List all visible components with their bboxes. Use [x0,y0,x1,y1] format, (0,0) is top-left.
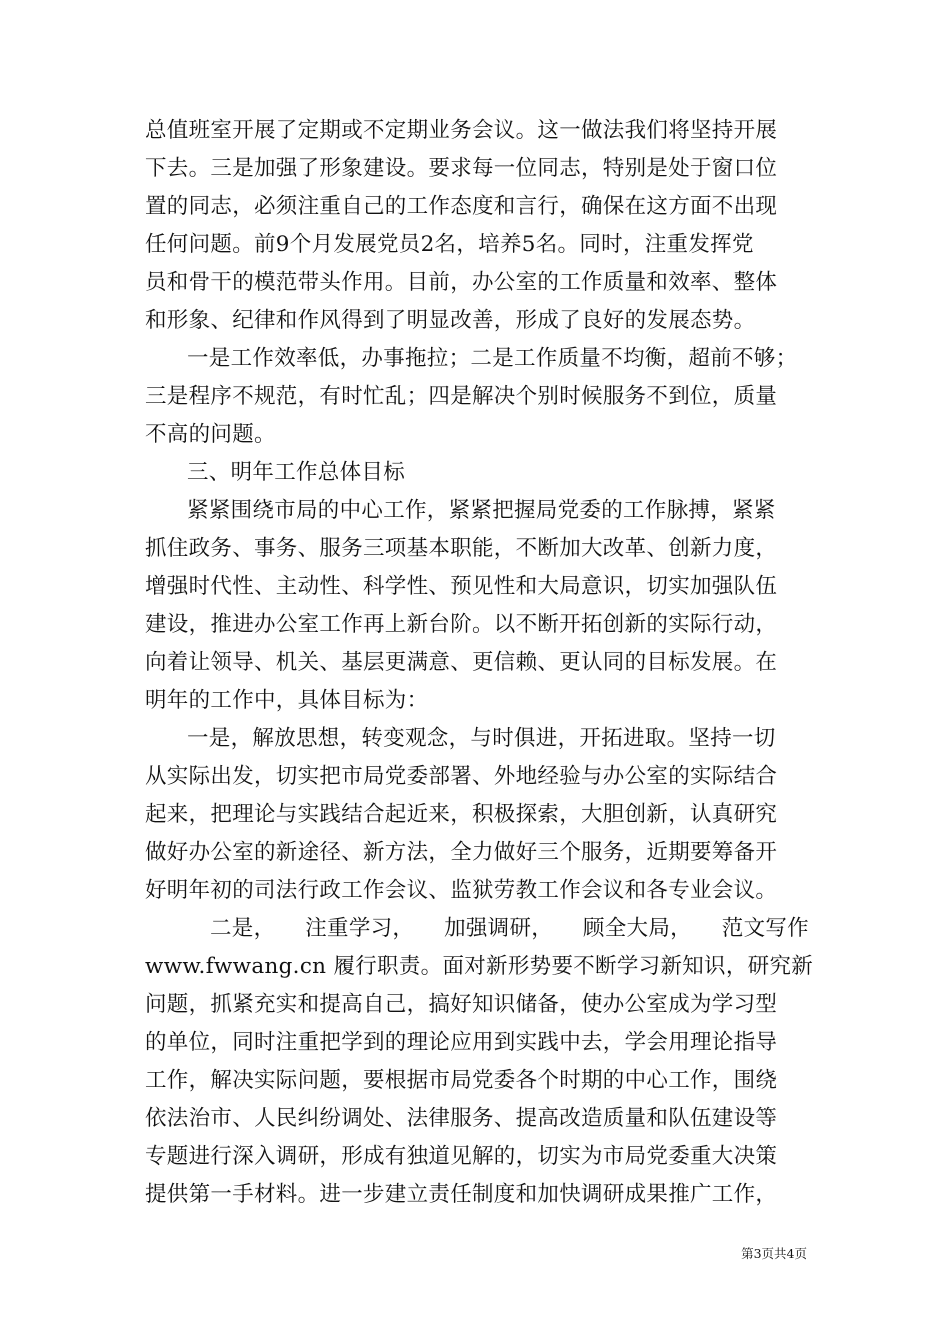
paragraph-first-line: 一是，解放思想，转变观念，与时俱进，开拓进取。坚持一切 [187,726,776,751]
text-line: 工作，解决实际问题，要根据市局党委各个时期的中心工作，围绕 [145,1068,778,1093]
text-line: 从实际出发，切实把市局党委部署、外地经验与办公室的实际结合 [145,764,778,789]
section-heading: 三、明年工作总体目标 [187,460,406,485]
text-line: 好明年初的司法行政工作会议、监狱劳教工作会议和各专业会议。 [145,878,778,903]
spaced-word: 加强调研， [444,916,554,941]
text-line: 问题，抓紧充实和提高自己，搞好知识储备，使办公室成为学习型 [145,992,778,1017]
text-line: 抓住政务、事务、服务三项基本职能，不断加大改革、创新力度， [145,536,778,561]
text-line: 提供第一手材料。进一步建立责任制度和加快调研成果推广工作， [145,1182,778,1207]
text-line: 员和骨干的模范带头作用。目前，办公室的工作质量和效率、整体 [145,270,778,295]
text-line: 依法治市、人民纠纷调处、法律服务、提高改造质量和队伍建设等 [145,1106,778,1131]
text-line: 建设，推进办公室工作再上新台阶。以不断开拓创新的实际行动， [145,612,778,637]
text-line: 向着让领导、机关、基层更满意、更信赖、更认同的目标发展。在 [145,650,778,675]
spaced-word: 顾全大局， [582,916,692,941]
spaced-word: 范文写作 [721,916,809,941]
text-line: 做好办公室的新途径、新方法，全力做好三个服务，近期要筹备开 [145,840,778,865]
text-line: 起来，把理论与实践结合起近来，积极探索，大胆创新，认真研究 [145,802,778,827]
text-line: 置的同志，必须注重自己的工作态度和言行，确保在这方面不出现 [145,194,778,219]
text-line: 总值班室开展了定期或不定期业务会议。这一做法我们将坚持开展 [145,118,778,143]
text-line: 任何问题。前9个月发展党员2名，培养5名。同时，注重发挥党 [145,232,754,257]
text-line: 不高的问题。 [145,422,276,447]
text-line: 下去。三是加强了形象建设。要求每一位同志，特别是处于窗口位 [145,156,778,181]
text-line: 明年的工作中，具体目标为： [145,688,429,713]
text-line: www.fwwang.cn 履行职责。面对新形势要不断学习新知识，研究新 [145,954,814,979]
paragraph-first-line: 紧紧围绕市局的中心工作，紧紧把握局党委的工作脉搏，紧紧 [187,498,776,523]
text-line: 三是程序不规范，有时忙乱；四是解决个别时候服务不到位，质量 [145,384,778,409]
page-number: 第3页共4页 [741,1246,807,1261]
text-line: 增强时代性、主动性、科学性、预见性和大局意识，切实加强队伍 [145,574,778,599]
text-line: 和形象、纪律和作风得到了明显改善，形成了良好的发展态势。 [145,308,756,333]
spaced-word: 注重学习， [305,916,415,941]
text-line: 的单位，同时注重把学到的理论应用到实践中去，学会用理论指导 [145,1030,778,1055]
spaced-paragraph-first-line [210,915,809,943]
text-line: 专题进行深入调研，形成有独道见解的，切实为市局党委重大决策 [145,1144,778,1169]
paragraph-first-line: 一是工作效率低，办事拖拉；二是工作质量不均衡，超前不够； [187,346,798,371]
spaced-word: 二是， [210,916,276,941]
